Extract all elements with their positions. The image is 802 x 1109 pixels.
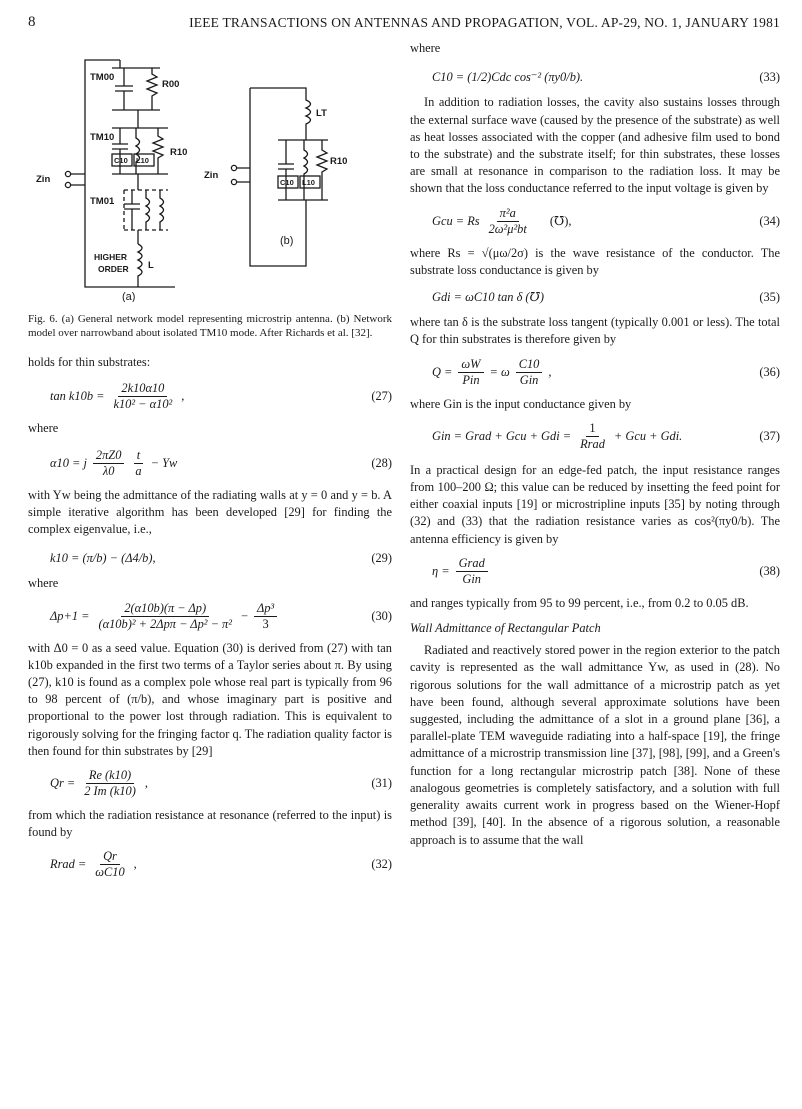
text-efficiency-range: and ranges typically from 95 to 99 percent, i.e., from 0.2 to 0.05 dB. (410, 595, 749, 610)
label-tm00: TM00 (90, 72, 115, 83)
equation-32: Rrad = $\frac{Qr}{\omega C10}$ , (32) (50, 849, 392, 880)
text-radiation-resistance: from which the radiation resistance at resonance (referred to the input) is found by (28, 808, 392, 840)
equation-35: Gdi = ωC10 tan δ (℧) (35) (410, 289, 780, 306)
text-losses: In addition to radiation losses, the cavity also sustains losses through the external surface wave (caused by the presence of the substrate) as well as heat losses associated with the copper (and adhesive film used to bond to the substrate) and the substrate itself; for thin substrates, these losses are small at resonance in comparison to the radiation loss. It may be shown that the loss conductance referred to the input voltage is given by (410, 95, 780, 196)
text-holds-thin: holds for thin substrates: (28, 355, 151, 370)
network-model-diagram (28, 40, 392, 302)
label-r00: R00 (162, 79, 180, 90)
equation-28-number: (28) (371, 455, 392, 470)
label-c10: C10 (114, 156, 128, 165)
equation-27: tan k10b = $\frac{2k10\alpha 10}{\text{k10² − α10²}}$ , (27) (50, 381, 392, 412)
figure-caption: Fig. 6. (a) General network model representing microstrip antenna. (b) Network model over narrowband about isolated TM10 mode. After Richards et al. [32]. (28, 313, 392, 339)
text-practical-design: In a practical design for an edge-fed patch, the input resistance ranges from 100–200 Ω; this value can be reduced by insetting the feed point for either coaxial inputs [19] or microstripline inputs [35] by noting through (32) and (33) that the radiation resistance varies as cos²(πy0/b). The antenna efficiency is given by (410, 462, 780, 546)
equation-29: k10 = (π/b) − (Δ4/b), (29) (28, 550, 392, 567)
equation-33-number: (33) (759, 70, 780, 85)
equation-27-number: (27) (371, 389, 392, 404)
equation-38-number: (38) (759, 563, 780, 578)
label-tm01: TM01 (90, 196, 115, 207)
text-loss-tangent: where tan δ is the substrate loss tangent (typically 0.001 or less). The total Q for thin substrates is therefore given by (410, 315, 780, 347)
equation-30-number: (30) (371, 608, 392, 623)
equation-36: Q = $\frac{\omega W}{\text{Pin}}$ = ω $\frac{C10}{\text{Gin}}$ , (36) (432, 356, 780, 387)
equation-33: C10 = (1/2)Cdc cos⁻² (πy0/b). (33) (410, 69, 780, 86)
label-l10-b: L10 (302, 178, 315, 187)
equation-32-number: (32) (371, 857, 392, 872)
left-column (28, 40, 392, 880)
text-where-2: where (28, 576, 59, 591)
section-heading: Wall Admittance of Rectangular Patch (410, 621, 601, 636)
equation-28: α10 = j $\frac{2\pi Z0}{\lambda 0}$ $\frac{t}{a}$ − Yw (28) (50, 447, 392, 478)
label-tm10: TM10 (90, 132, 115, 143)
text-where-r: where (410, 41, 441, 55)
right-column (410, 40, 780, 849)
label-zin-b: Zin (204, 170, 219, 181)
page-number: 8 (28, 14, 36, 30)
label-order: ORDER (98, 264, 129, 274)
figure-6 (28, 40, 392, 340)
label-a: (a) (122, 291, 136, 302)
equation-34: Gcu = Rs $\frac{\text{π²a}}{\text{2ω²μ²bt}}$ (℧), (34) (432, 205, 780, 236)
label-zin-a: Zin (36, 174, 51, 185)
label-r10: R10 (170, 147, 188, 158)
equation-37: Gin = Grad + Gcu + Gdi = $\frac{1}{\text{Rrad}}$ + Gcu + Gdi. (37) (432, 420, 780, 451)
text-seed-value: with Δ0 = 0 as a seed value. Equation (30) is derived from (27) with tan k10b expanded in the first two terms of a Taylor series about π. By using (27), k10 is found as a complex pole whose real part is typically from 96 to 98 percent of (π/b), and whose imaginary part is positive and proportional to the power lost through radiation. This is equivalent to rigorously solving for the fringing factor q. The radiation quality factor is then found for thin substrates by [29] (28, 640, 392, 758)
label-c10-b: C10 (280, 178, 294, 187)
label-l10: L10 (136, 156, 149, 165)
text-input-conductance: where Gin is the input conductance given by (410, 396, 632, 411)
page-header (28, 14, 780, 34)
text-wave-resistance: where Rs = √(μω/2σ) is the wave resistance of the conductor. The substrate loss conductance is given by (410, 245, 780, 277)
text-wall-admittance: Radiated and reactively stored power in the region exterior to the patch cavity is represented as the wall admittance Yw, as used in (28). No rigorous solutions for the wall admittance of a microstrip patch as yet have been found, although several approximate solutions have been suggested, including the admittance of a slot in a ground plane [36], a parallel-plate TEM waveguide radiating into a half-space [19], the fringe admittance of a microstrip transmission line [37], [98], [99], and a Green's function for a long rectangular microstrip patch [38]. None of these analogous geometries is completely satisfactory, and a solution with full generality awaits current work in progress based on the Wiener-Hopf method [39], [40]. In the absence of a rigorous solution, a reasonable approach is to assume that the wall (410, 643, 780, 847)
equation-30: Δp+1 = $\frac{2(\alpha 10b)(\pi - \Delta p)}{\text{(α10b)² + 2Δpπ − Δp² − π²}}$ − $\frac{\text{Δp³}}{3}$ (30) (50, 600, 392, 631)
journal-running-head: IEEE TRANSACTIONS ON ANTENNAS AND PROPAGATION, VOL. AP-29, NO. 1, JANUARY 1981 (189, 15, 780, 30)
equation-37-number: (37) (759, 428, 780, 443)
equation-36-number: (36) (759, 364, 780, 379)
equation-35-number: (35) (759, 290, 780, 305)
label-higher: HIGHER (94, 252, 128, 262)
equation-31-number: (31) (371, 775, 392, 790)
label-r10-b: R10 (330, 156, 348, 167)
equation-38: η = $\frac{\text{Grad}}{\text{Gin}}$ (38) (432, 555, 780, 586)
label-lt: LT (316, 108, 327, 119)
label-l: L (148, 260, 154, 271)
label-b: (b) (280, 235, 294, 247)
equation-31: Qr = $\frac{Re (k10)}{2 Im (k10)}$ , (31) (50, 768, 392, 799)
equation-34-number: (34) (759, 213, 780, 228)
text-where-1: where (28, 421, 59, 436)
equation-29-number: (29) (371, 551, 392, 566)
text-with-yw: with Yw being the admittance of the radiating walls at y = 0 and y = b. A simple iterative algorithm has been developed [29] for finding the complex eigenvalue, i.e., (28, 487, 392, 537)
